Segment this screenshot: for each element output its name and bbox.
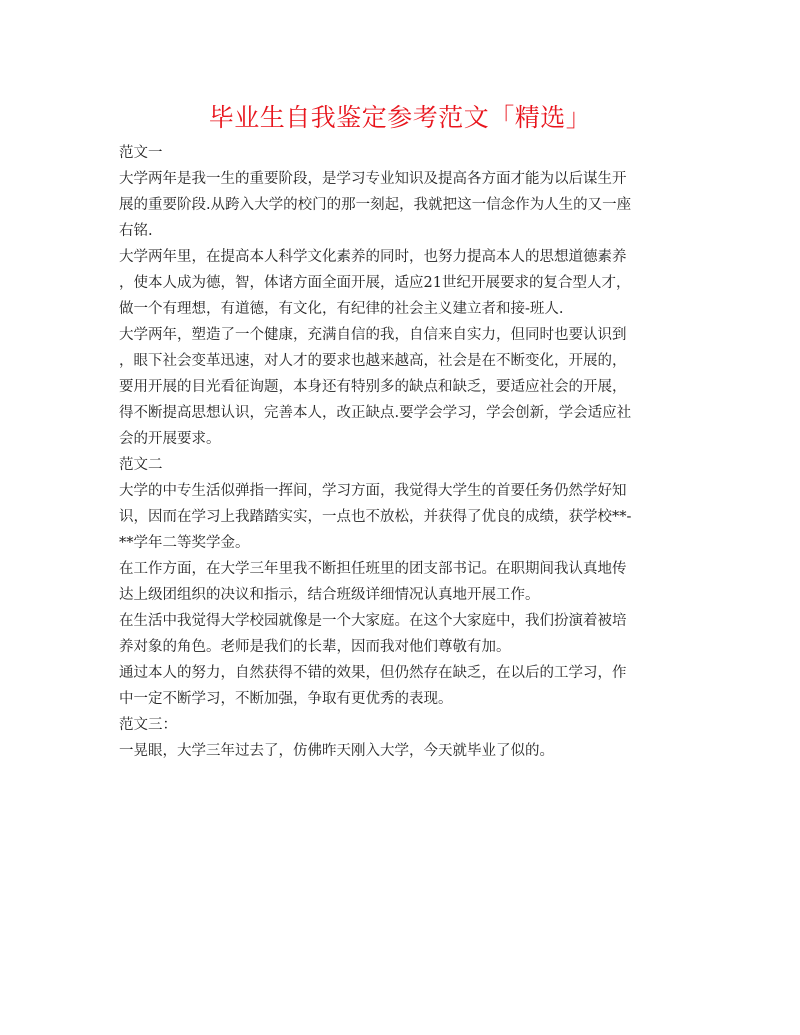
text-line: 范文二 <box>119 457 163 473</box>
text-line: 大学的中专生活似弹指一挥间，学习方面，我觉得大学生的首要任务仍然学好知 <box>119 483 627 499</box>
text-line: **学年二等奖学金。 <box>119 535 250 551</box>
text-line: 得不断提高思想认识，完善本人，改正缺点.要学会学习，学会创新，学会适应社 <box>119 405 632 421</box>
document-body <box>119 140 679 764</box>
text-line: 一晃眼，大学三年过去了，仿佛昨天刚入大学，今天就毕业了似的。 <box>119 743 554 759</box>
text-line: ，眼下社会变革迅速，对人才的要求也越来越高，社会是在不断变化，开展的， <box>119 353 627 369</box>
text-line: 要用开展的目光看征询题，本身还有特别多的缺点和缺乏，要适应社会的开展， <box>119 379 627 395</box>
text-line: 展的重要阶段.从跨入大学的校门的那一刻起，我就把这一信念作为人生的又一座 <box>119 197 632 213</box>
text-line: 做一个有理想，有道德，有文化，有纪律的社会主义建立者和接-班人. <box>119 301 564 317</box>
text-line: 大学两年里，在提高本人科学文化素养的同时，也努力提高本人的思想道德素养 <box>119 249 627 265</box>
text-line: 在生活中我觉得大学校园就像是一个大家庭。在这个大家庭中，我们扮演着被培 <box>119 613 627 629</box>
text-line: ，使本人成为德，智，体诸方面全面开展，适应21世纪开展要求的复合型人才， <box>119 275 631 291</box>
text-line: 大学两年是我一生的重要阶段，是学习专业知识及提高各方面才能为以后谋生开 <box>119 171 627 187</box>
text-line: 识，因而在学习上我踏踏实实，一点也不放松，并获得了优良的成绩，获学校**- <box>119 509 632 525</box>
text-line: 范文一 <box>119 145 163 161</box>
text-line: 在工作方面，在大学三年里我不断担任班里的团支部书记。在职期间我认真地传 <box>119 561 627 577</box>
text-line: 养对象的角色。老师是我们的长辈，因而我对他们尊敬有加。 <box>119 639 511 655</box>
text-line: 通过本人的努力，自然获得不错的效果，但仍然存在缺乏，在以后的工学习，作 <box>119 665 627 681</box>
text-line: 大学两年，塑造了一个健康，充满自信的我，自信来自实力，但同时也要认识到 <box>119 327 627 343</box>
text-line: 达上级团组织的决议和指示，结合班级详细情况认真地开展工作。 <box>119 587 540 603</box>
text-line: 右铭. <box>119 223 153 239</box>
text-line: 中一定不断学习，不断加强，争取有更优秀的表现。 <box>119 691 453 707</box>
document-title: 毕业生自我鉴定参考范文「精选」 <box>208 103 592 132</box>
text-line: 会的开展要求。 <box>119 431 221 447</box>
text-line: 范文三： <box>119 717 177 733</box>
